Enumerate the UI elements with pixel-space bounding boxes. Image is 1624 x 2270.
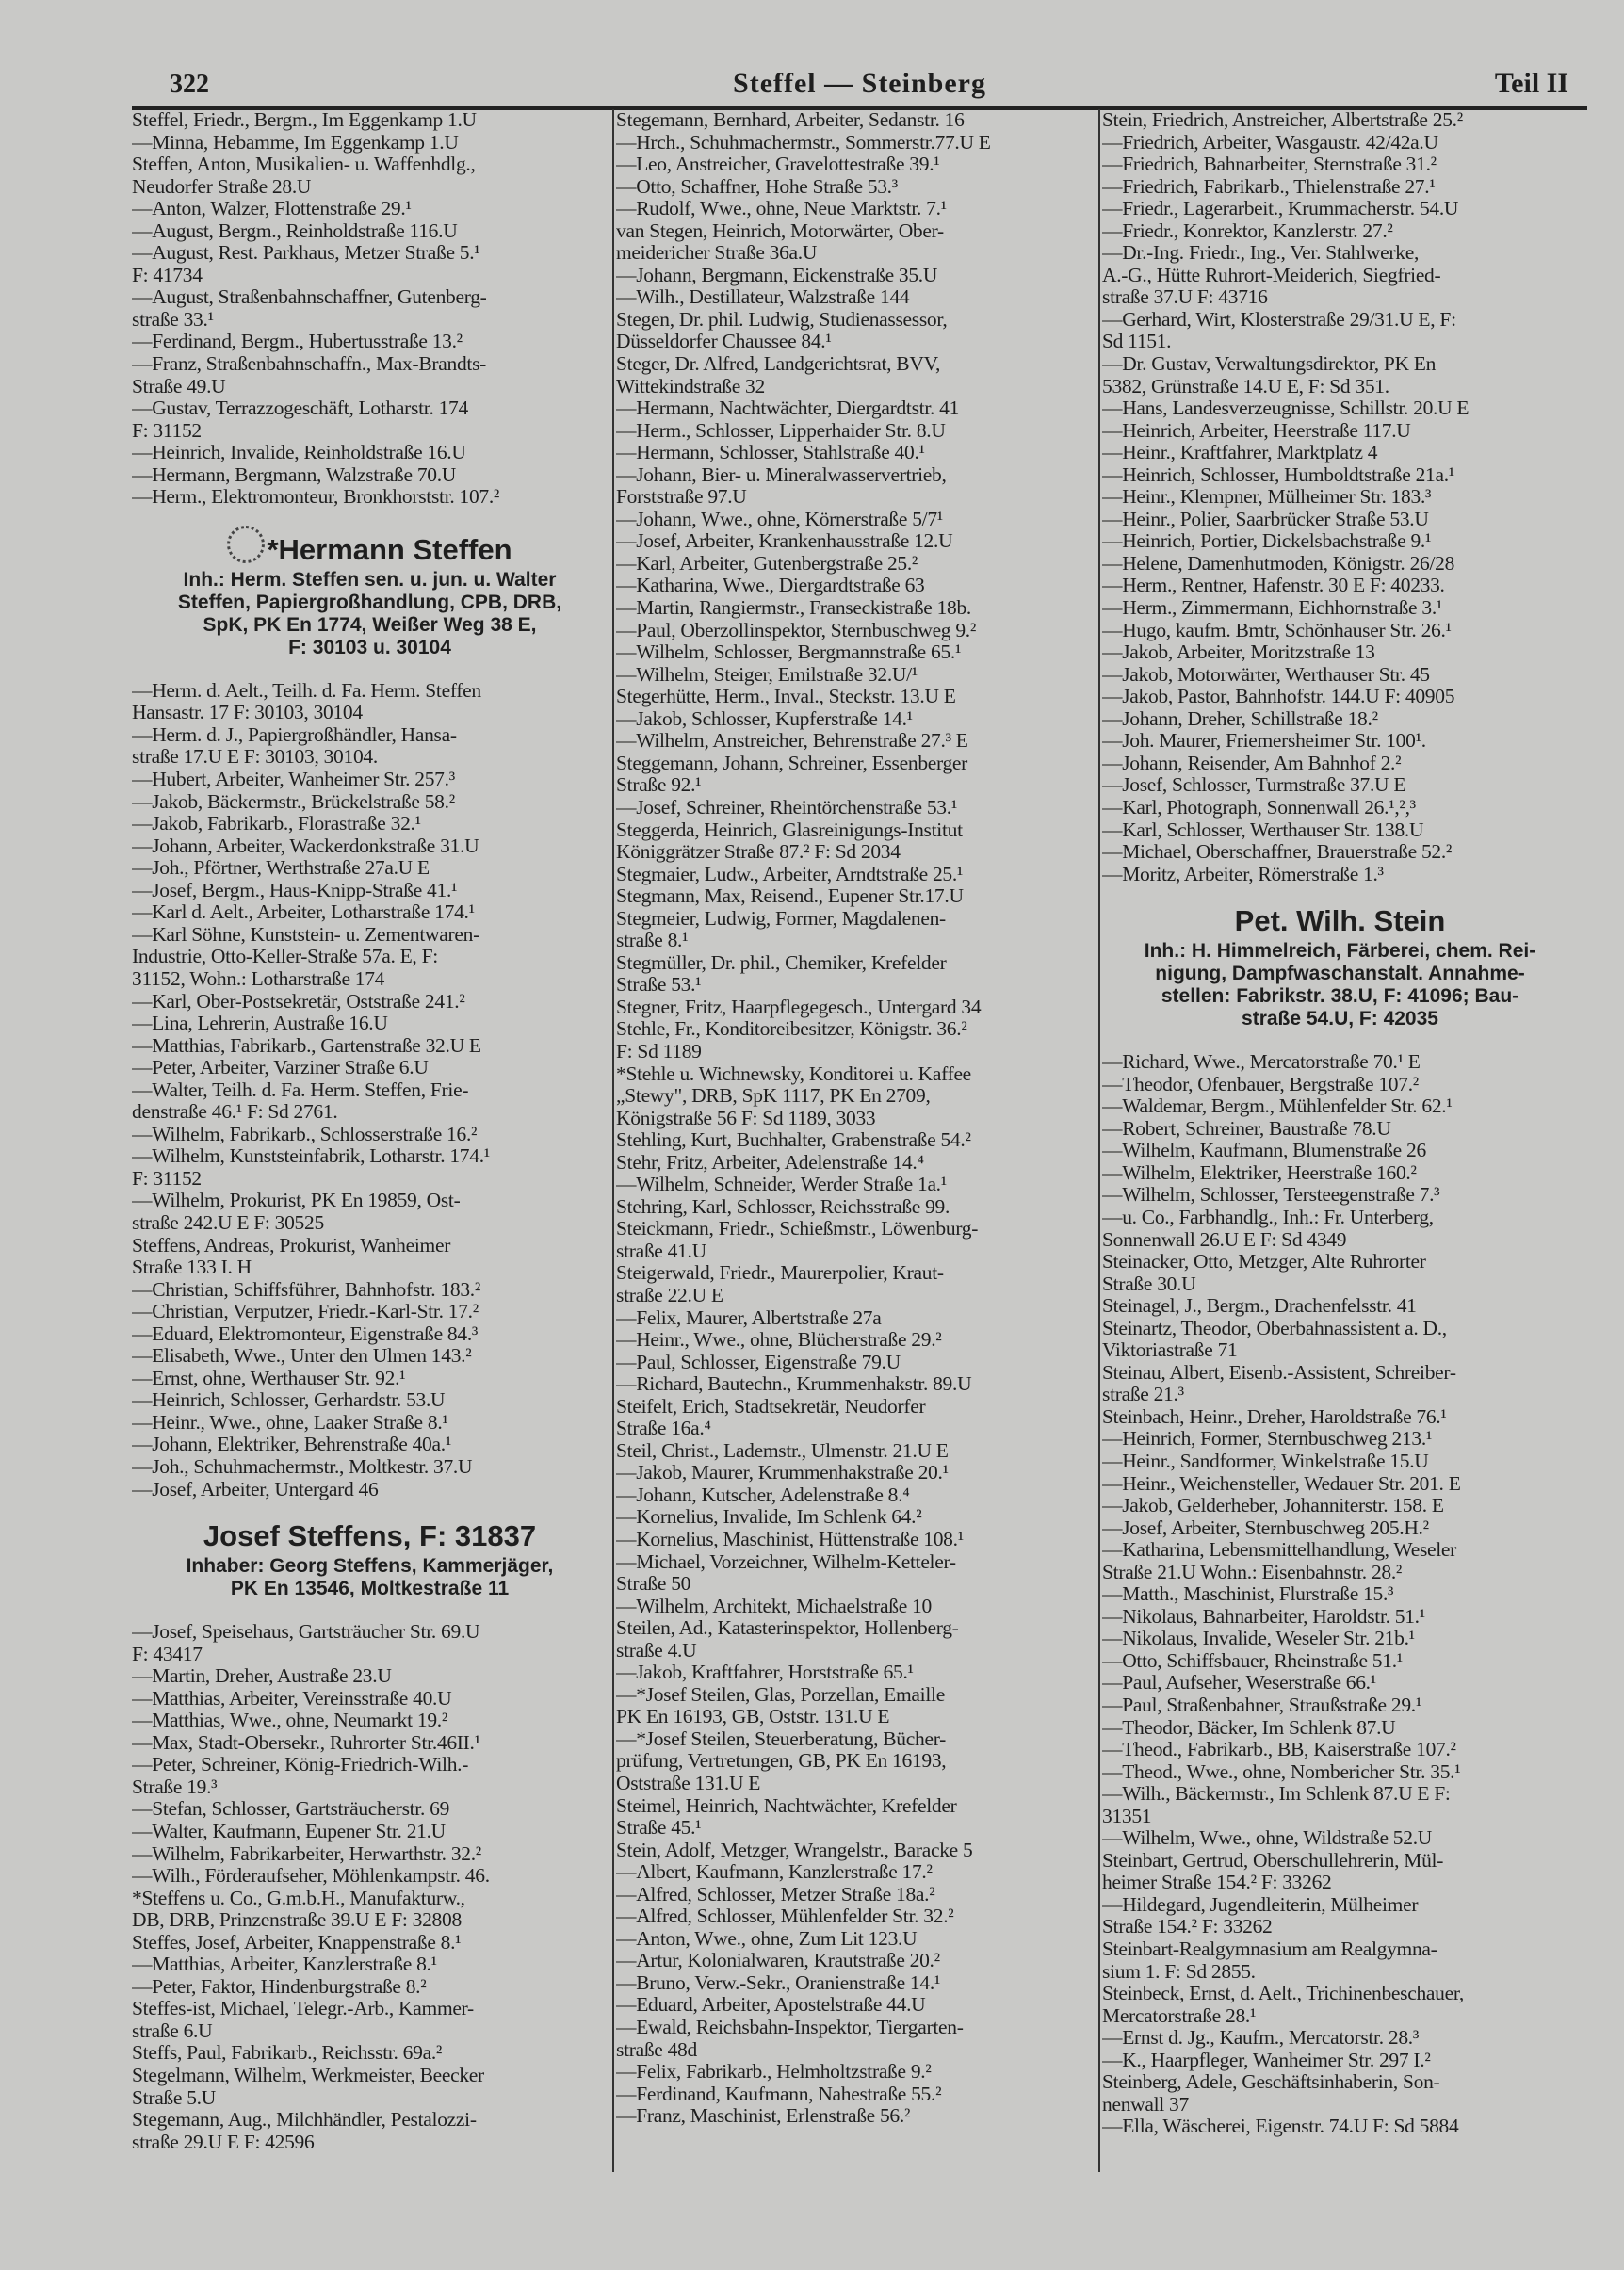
directory-entry-line: Stegmann, Max, Reisend., Eupener Str.17.U bbox=[616, 885, 964, 908]
directory-entry-line: straße 29.U E F: 42596 bbox=[132, 2131, 315, 2153]
directory-entry-line: —Herm., Elektromonteur, Bronkhorststr. 107.² bbox=[132, 486, 500, 509]
directory-entry-line: Viktoriastraße 71 bbox=[1102, 1339, 1238, 1362]
directory-entry-line: —Heinr., Wwe., ohne, Blücherstraße 29.² bbox=[616, 1329, 942, 1352]
directory-entry-line: —Walter, Kaufmann, Eupener Str. 21.U bbox=[132, 1821, 446, 1842]
ad-text-line: SpK, PK En 1774, Weißer Weg 38 E, bbox=[203, 613, 537, 636]
directory-entry-line: —Heinrich, Portier, Dickelsbachstraße 9.¹ bbox=[1102, 530, 1432, 553]
directory-entry-line: —Paul, Schlosser, Eigenstraße 79.U bbox=[616, 1351, 901, 1373]
directory-entry-line: Königstraße 56 F: Sd 1189, 3033 bbox=[616, 1107, 876, 1129]
directory-entry-line: —Heinr., Kraftfahrer, Marktplatz 4 bbox=[1102, 442, 1378, 464]
directory-entry-line: —Anton, Walzer, Flottenstraße 29.¹ bbox=[132, 198, 412, 220]
directory-entry-line: Steger, Dr. Alfred, Landgerichtsrat, BVV, bbox=[616, 353, 941, 376]
directory-entry-line: —u. Co., Farbhandlg., Inh.: Fr. Unterberg, bbox=[1102, 1206, 1434, 1228]
directory-entry-line: —Heinrich, Former, Sternbuschweg 213.¹ bbox=[1102, 1428, 1433, 1451]
directory-entry-line: Stein, Friedrich, Anstreicher, Albertstraße 25.² bbox=[1102, 109, 1463, 131]
directory-entry-line: —Heinr., Klempner, Mülheimer Str. 183.³ bbox=[1102, 486, 1432, 509]
directory-entry-line: —Wilhelm, Schneider, Werder Straße 1a.¹ bbox=[616, 1174, 947, 1196]
directory-entry-line: —Johann, Reisender, Am Bahnhof 2.² bbox=[1102, 752, 1402, 774]
ad-text-line: PK En 13546, Moltkestraße 11 bbox=[230, 1578, 510, 1600]
directory-entry-line: —Hans, Landesverzeugnisse, Schillstr. 20.U E bbox=[1102, 397, 1470, 420]
directory-entry-line: Stehr, Fritz, Arbeiter, Adelenstraße 14.⁴ bbox=[616, 1151, 924, 1174]
directory-entry-line: Steinbach, Heinr., Dreher, Haroldstraße 76.¹ bbox=[1102, 1405, 1447, 1428]
directory-entry-line: Steinbart-Realgymnasium am Realgymna- bbox=[1102, 1938, 1437, 1961]
directory-entry-line: —Ewald, Reichsbahn-Inspektor, Tiergarten- bbox=[616, 2017, 964, 2039]
ad-text-line: stellen: Fabrikstr. 38.U, F: 41096; Bau- bbox=[1161, 985, 1519, 1008]
directory-entry-line: —Herm., Zimmermann, Eichhornstraße 3.¹ bbox=[1102, 597, 1443, 620]
directory-entry-line: —Josef, Arbeiter, Sternbuschweg 205.H.² bbox=[1102, 1516, 1429, 1539]
wreath-emblem-icon bbox=[227, 526, 265, 563]
directory-entry-line: —August, Bergm., Reinholdstraße 116.U bbox=[132, 219, 458, 242]
directory-entry-line: —Alfred, Schlosser, Mühlenfelder Str. 32.² bbox=[616, 1905, 954, 1928]
directory-entry-line: —Jakob, Maurer, Krummenhakstraße 20.¹ bbox=[616, 1462, 949, 1484]
directory-entry-line: —Heinr., Weichensteller, Wedauer Str. 201. E bbox=[1102, 1472, 1461, 1495]
directory-entry-line: —Michael, Oberschaffner, Brauerstraße 52.² bbox=[1102, 841, 1453, 864]
directory-entry-line: Straße 92.¹ bbox=[616, 774, 702, 797]
directory-entry-line: —Hrch., Schuhmachermstr., Sommerstr.77.U E bbox=[616, 131, 991, 154]
directory-entry-line: —Matthias, Arbeiter, Vereinsstraße 40.U bbox=[132, 1687, 452, 1710]
directory-entry-line: —Heinr., Polier, Saarbrücker Straße 53.U bbox=[1102, 508, 1429, 530]
directory-entry-line: A.-G., Hütte Ruhrort-Meiderich, Siegfried- bbox=[1102, 264, 1441, 286]
directory-entry-line: —Jakob, Motorwärter, Werthauser Str. 45 bbox=[1102, 663, 1430, 686]
column-1 bbox=[132, 109, 608, 2153]
directory-entry-line: Stegen, Dr. phil. Ludwig, Studienassessor, bbox=[616, 308, 948, 331]
directory-entry-line: —Wilhelm, Anstreicher, Behrenstraße 27.³ E bbox=[616, 730, 968, 753]
directory-entry-line: —Josef, Speisehaus, Gartsträucher Str. 69.U bbox=[132, 1621, 480, 1644]
column-divider bbox=[612, 109, 614, 2172]
directory-entry-line: —Hermann, Nachtwächter, Diergardtstr. 41 bbox=[616, 397, 960, 420]
directory-entry-line: —Wilhelm, Steiger, Emilstraße 32.U/¹ bbox=[616, 663, 918, 686]
directory-entry-line: straße 17.U E F: 30103, 30104. bbox=[132, 746, 378, 769]
directory-entry-line: —Artur, Kolonialwaren, Krautstraße 20.² bbox=[616, 1950, 940, 1972]
directory-entry-line: Straße 30.U bbox=[1102, 1273, 1196, 1295]
directory-entry-line: Steffens, Andreas, Prokurist, Wanheimer bbox=[132, 1234, 451, 1257]
directory-entry-line: Straße 5.U bbox=[132, 2086, 216, 2109]
directory-entry-line: Königgrätzer Straße 87.² F: Sd 2034 bbox=[616, 841, 901, 864]
directory-entry-line: —Moritz, Arbeiter, Römerstraße 1.³ bbox=[1102, 863, 1384, 885]
directory-entry-line: —Kornelius, Maschinist, Hüttenstraße 108.¹ bbox=[616, 1529, 964, 1550]
business-advertisement bbox=[1102, 902, 1578, 1030]
business-advertisement bbox=[132, 526, 608, 659]
directory-entry-line: —Jakob, Gelderheber, Johanniterstr. 158. E bbox=[1102, 1495, 1444, 1517]
directory-entry-line: —Felix, Maurer, Albertstraße 27a bbox=[616, 1306, 882, 1329]
ad-title: *Hermann Steffen bbox=[267, 532, 512, 566]
directory-entry-line: straße 48d bbox=[616, 2038, 697, 2061]
directory-entry-line: —Heinr., Wwe., ohne, Laaker Straße 8.¹ bbox=[132, 1411, 448, 1434]
directory-entry-line: —Wilhelm, Prokurist, PK En 19859, Ost- bbox=[132, 1190, 461, 1212]
directory-entry-line: Oststraße 131.U E bbox=[616, 1773, 761, 1795]
directory-entry-line: —K., Haarpfleger, Wanheimer Str. 297 I.² bbox=[1102, 2049, 1431, 2071]
directory-entry-line: —*Josef Steilen, Glas, Porzellan, Emaille bbox=[616, 1683, 945, 1706]
directory-entry-line: Straße 21.U Wohn.: Eisenbahnstr. 28.² bbox=[1102, 1561, 1403, 1583]
directory-entry-line: —Theod., Wwe., ohne, Nombericher Str. 35.¹ bbox=[1102, 1760, 1461, 1783]
directory-entry-line: straße 8.¹ bbox=[616, 930, 689, 952]
directory-entry-line: F: 41734 bbox=[132, 264, 203, 286]
directory-entry-line: —Dr. Gustav, Verwaltungsdirektor, PK En bbox=[1102, 353, 1437, 376]
directory-entry-line: —Elisabeth, Wwe., Unter den Ulmen 143.² bbox=[132, 1345, 472, 1368]
directory-entry-line: —Josef, Bergm., Haus-Knipp-Straße 41.¹ bbox=[132, 879, 458, 901]
directory-entry-line: —Robert, Schreiner, Baustraße 78.U bbox=[1102, 1117, 1391, 1140]
directory-entry-line: Hansastr. 17 F: 30103, 30104 bbox=[132, 702, 363, 724]
directory-entry-line: F: Sd 1189 bbox=[616, 1040, 702, 1062]
part-label: Teil II bbox=[1494, 68, 1568, 99]
directory-entry-line: —August, Straßenbahnschaffner, Gutenberg- bbox=[132, 286, 487, 309]
directory-entry-line: Steggemann, Johann, Schreiner, Essenberger bbox=[616, 752, 968, 774]
directory-entry-line: PK En 16193, GB, Oststr. 131.U E bbox=[616, 1706, 890, 1728]
directory-entry-line: —Waldemar, Bergm., Mühlenfelder Str. 62.¹ bbox=[1102, 1095, 1453, 1118]
directory-entry-line: —Nikolaus, Bahnarbeiter, Haroldstr. 51.¹ bbox=[1102, 1605, 1425, 1628]
directory-entry-line: —Wilhelm, Wwe., ohne, Wildstraße 52.U bbox=[1102, 1827, 1433, 1850]
directory-entry-line: 31152, Wohn.: Lotharstraße 174 bbox=[132, 967, 385, 990]
directory-entry-line: —Wilhelm, Kunststeinfabrik, Lotharstr. 174.¹ bbox=[132, 1145, 490, 1168]
directory-entry-line: straße 33.¹ bbox=[132, 308, 214, 331]
directory-entry-line: —Karl d. Aelt., Arbeiter, Lotharstraße 174.¹ bbox=[132, 901, 475, 924]
directory-entry-line: F: 31152 bbox=[132, 419, 202, 442]
directory-entry-line: Steinagel, J., Bergm., Drachenfelsstr. 41 bbox=[1102, 1295, 1417, 1318]
directory-entry-line: Stegmüller, Dr. phil., Chemiker, Krefelder bbox=[616, 951, 947, 974]
directory-entry-line: Steinartz, Theodor, Oberbahnassistent a. D., bbox=[1102, 1317, 1447, 1339]
directory-entry-line: —Richard, Wwe., Mercatorstraße 70.¹ E bbox=[1102, 1051, 1421, 1074]
directory-entry-line: —Josef, Schlosser, Turmstraße 37.U E bbox=[1102, 774, 1406, 797]
directory-entry-line: —Wilhelm, Architekt, Michaelstraße 10 bbox=[616, 1595, 932, 1617]
directory-entry-line: —Theodor, Bäcker, Im Schlenk 87.U bbox=[1102, 1716, 1396, 1739]
directory-entry-line: Steinacker, Otto, Metzger, Alte Ruhrorter bbox=[1102, 1251, 1426, 1273]
directory-entry-line: Stegemann, Bernhard, Arbeiter, Sedanstr. 16 bbox=[616, 109, 965, 131]
directory-entry-line: straße 6.U bbox=[132, 2019, 213, 2042]
directory-entry-line: —Josef, Schreiner, Rheintörchenstraße 53.¹ bbox=[616, 796, 957, 819]
ad-text-line: Steffen, Papiergroßhandlung, CPB, DRB, bbox=[177, 591, 562, 613]
column-2 bbox=[616, 109, 1092, 2128]
directory-entry-line: —Johann, Elektriker, Behrenstraße 40a.¹ bbox=[132, 1434, 451, 1456]
directory-entry-line: Forststraße 97.U bbox=[616, 486, 747, 509]
directory-entry-line: —Matthias, Fabrikarb., Gartenstraße 32.U E bbox=[132, 1034, 481, 1057]
directory-entry-line: —Herm., Schlosser, Lipperhaider Str. 8.U bbox=[616, 419, 946, 442]
directory-entry-line: Sd 1151. bbox=[1102, 331, 1172, 353]
directory-entry-line: Straße 50 bbox=[616, 1573, 691, 1596]
directory-entry-line: straße 4.U bbox=[616, 1639, 697, 1662]
directory-entry-line: —Franz, Maschinist, Erlenstraße 56.² bbox=[616, 2105, 911, 2128]
directory-entry-line: —Wilhelm, Elektriker, Heerstraße 160.² bbox=[1102, 1161, 1417, 1184]
directory-entry-line: —Wilhelm, Schlosser, Bergmannstraße 65.¹ bbox=[616, 641, 962, 664]
directory-entry-line: —*Josef Steilen, Steuerberatung, Bücher- bbox=[616, 1727, 946, 1750]
directory-entry-line: denstraße 46.¹ F: Sd 2761. bbox=[132, 1101, 338, 1124]
directory-entry-line: Steffes-ist, Michael, Telegr.-Arb., Kammer- bbox=[132, 1998, 474, 2020]
directory-entry-line: —Leo, Anstreicher, Gravelottestraße 39.¹ bbox=[616, 154, 940, 176]
directory-entry-line: —Karl Söhne, Kunststein- u. Zementwaren- bbox=[132, 923, 479, 946]
directory-entry-line: —Hugo, kaufm. Bmtr, Schönhauser Str. 26.¹ bbox=[1102, 619, 1452, 641]
directory-entry-line: —Joh., Schuhmachermstr., Moltkestr. 37.U bbox=[132, 1455, 473, 1478]
directory-entry-line: —Friedr., Konrektor, Kanzlerstr. 27.² bbox=[1102, 219, 1393, 242]
directory-entry-line: —Hermann, Bergmann, Walzstraße 70.U bbox=[132, 463, 457, 486]
directory-entry-line: —Friedr., Lagerarbeit., Krummacherstr. 54.U bbox=[1102, 198, 1459, 220]
directory-entry-line: —Josef, Arbeiter, Krankenhausstraße 12.U bbox=[616, 530, 953, 553]
directory-entry-line: nenwall 37 bbox=[1102, 2093, 1189, 2116]
directory-entry-line: —Friedrich, Bahnarbeiter, Sternstraße 31.² bbox=[1102, 154, 1437, 176]
directory-entry-line: —Wilhelm, Fabrikarb., Schlosserstraße 16.² bbox=[132, 1123, 478, 1145]
directory-entry-line: —Friedrich, Arbeiter, Wasgaustr. 42/42a.U bbox=[1102, 131, 1438, 154]
ad-text-line: straße 54.U, F: 42035 bbox=[1242, 1008, 1438, 1030]
ad-title-row bbox=[132, 1517, 608, 1555]
directory-entry-line: —Franz, Straßenbahnschaffn., Max-Brandts- bbox=[132, 353, 486, 376]
directory-entry-line: —Hermann, Schlosser, Stahlstraße 40.¹ bbox=[616, 442, 925, 464]
directory-entry-line: straße 37.U F: 43716 bbox=[1102, 286, 1268, 309]
directory-entry-line: —Karl, Ober-Postsekretär, Oststraße 241.² bbox=[132, 990, 465, 1013]
directory-entry-line: —Heinr., Sandformer, Winkelstraße 15.U bbox=[1102, 1450, 1429, 1472]
directory-entry-line: —Ferdinand, Kaufmann, Nahestraße 55.² bbox=[616, 2083, 942, 2105]
directory-entry-line: prüfung, Vertretungen, GB, PK En 16193, bbox=[616, 1750, 947, 1773]
directory-entry-line: —Wilh., Förderaufseher, Möhlenkampstr. 46. bbox=[132, 1865, 490, 1888]
directory-entry-line: Stehring, Karl, Schlosser, Reichsstraße 99. bbox=[616, 1195, 950, 1218]
directory-entry-line: —Alfred, Schlosser, Metzer Straße 18a.² bbox=[616, 1883, 935, 1905]
directory-entry-line: 5382, Grünstraße 14.U E, F: Sd 351. bbox=[1102, 375, 1389, 397]
directory-entry-line: —Martin, Rangiermstr., Franseckistraße 18b. bbox=[616, 597, 972, 620]
directory-entry-line: —Helene, Damenhutmoden, Königstr. 26/28 bbox=[1102, 552, 1455, 575]
directory-entry-line: —Ernst, ohne, Werthauser Str. 92.¹ bbox=[132, 1367, 406, 1389]
directory-entry-line: Straße 49.U bbox=[132, 375, 226, 397]
directory-entry-line: —Karl, Schlosser, Werthauser Str. 138.U bbox=[1102, 819, 1424, 841]
directory-entry-line: Stehle, Fr., Konditoreibesitzer, Königstr. 36.² bbox=[616, 1018, 967, 1041]
directory-entry-line: straße 242.U E F: 30525 bbox=[132, 1211, 324, 1234]
directory-entry-line: —Johann, Bergmann, Eickenstraße 35.U bbox=[616, 264, 938, 286]
directory-entry-line: —Anton, Wwe., ohne, Zum Lit 123.U bbox=[616, 1927, 918, 1950]
ad-text-line: nigung, Dampfwaschanstalt. Annahme- bbox=[1155, 963, 1525, 985]
directory-entry-line: DB, DRB, Prinzenstraße 39.U E F: 32808 bbox=[132, 1909, 462, 1932]
directory-entry-line: —Wilhelm, Fabrikarbeiter, Herwarthstr. 32.² bbox=[132, 1842, 481, 1865]
directory-entry-line: Steffel, Friedr., Bergm., Im Eggenkamp 1.U bbox=[132, 109, 477, 131]
ad-text-line: Inhaber: Georg Steffens, Kammerjäger, bbox=[186, 1555, 554, 1578]
directory-entry-line: Steinbart, Gertrud, Oberschullehrerin, Mül- bbox=[1102, 1849, 1444, 1872]
directory-entry-line: —Paul, Oberzollinspektor, Sternbuschweg 9.² bbox=[616, 619, 977, 641]
directory-entry-line: straße 22.U E bbox=[616, 1284, 723, 1306]
directory-entry-line: —Theodor, Ofenbauer, Bergstraße 107.² bbox=[1102, 1073, 1419, 1095]
directory-entry-line: —Heinrich, Arbeiter, Heerstraße 117.U bbox=[1102, 419, 1411, 442]
directory-entry-line: *Stehle u. Wichnewsky, Konditorei u. Kaffee bbox=[616, 1062, 971, 1085]
directory-entry-line: Stegmaier, Ludw., Arbeiter, Arndtstraße 25.¹ bbox=[616, 863, 964, 885]
directory-entry-line: Steffen, Anton, Musikalien- u. Waffenhdlg., bbox=[132, 154, 476, 176]
directory-entry-line: —Rudolf, Wwe., ohne, Neue Marktstr. 7.¹ bbox=[616, 198, 947, 220]
directory-entry-line: —Nikolaus, Invalide, Weseler Str. 21b.¹ bbox=[1102, 1628, 1415, 1650]
directory-entry-line: —Ella, Wäscherei, Eigenstr. 74.U F: Sd 5884 bbox=[1102, 2116, 1459, 2138]
directory-entry-line: —Felix, Fabrikarb., Helmholtzstraße 9.² bbox=[616, 2061, 932, 2084]
directory-entry-line: —Herm. d. J., Papiergroßhändler, Hansa- bbox=[132, 723, 457, 746]
directory-entry-line: —Matthias, Arbeiter, Kanzlerstraße 8.¹ bbox=[132, 1954, 437, 1976]
directory-entry-line: —Bruno, Verw.-Sekr., Oranienstraße 14.¹ bbox=[616, 1971, 941, 1994]
directory-entry-line: sium 1. F: Sd 2855. bbox=[1102, 1960, 1256, 1983]
page-number: 322 bbox=[170, 70, 209, 99]
directory-entry-line: Düsseldorfer Chaussee 84.¹ bbox=[616, 331, 832, 353]
directory-entry-line: —Katharina, Lebensmittelhandlung, Weseler bbox=[1102, 1539, 1457, 1562]
directory-entry-line: —Paul, Aufseher, Weserstraße 66.¹ bbox=[1102, 1672, 1376, 1694]
directory-entry-line: —Wilh., Bäckermstr., Im Schlenk 87.U E F: bbox=[1102, 1783, 1451, 1806]
running-title: Steffel — Steinberg bbox=[733, 68, 986, 99]
directory-entry-line: —Jakob, Kraftfahrer, Horststraße 65.¹ bbox=[616, 1662, 914, 1684]
directory-entry-line: —Joh., Pförtner, Werthstraße 27a.U E bbox=[132, 857, 430, 880]
directory-entry-line: straße 21.³ bbox=[1102, 1384, 1184, 1406]
directory-entry-line: Wittekindstraße 32 bbox=[616, 375, 765, 397]
directory-entry-line: Steinbeck, Ernst, d. Aelt., Trichinenbeschauer, bbox=[1102, 1983, 1464, 2005]
directory-entry-line: —Theod., Fabrikarb., BB, Kaiserstraße 107.² bbox=[1102, 1739, 1456, 1761]
directory-entry-line: Stegemann, Aug., Milchhändler, Pestalozzi- bbox=[132, 2109, 477, 2132]
directory-entry-line: —Otto, Schaffner, Hohe Straße 53.³ bbox=[616, 175, 898, 198]
directory-entry-line: Steggerda, Heinrich, Glasreinigungs-Institut bbox=[616, 819, 963, 841]
directory-entry-line: Straße 53.¹ bbox=[616, 974, 702, 997]
directory-entry-line: —Wilhelm, Schlosser, Tersteegenstraße 7.³ bbox=[1102, 1184, 1440, 1207]
directory-entry-line: —Katharina, Wwe., Diergardtstraße 63 bbox=[616, 575, 925, 597]
ad-text-line: Inh.: H. Himmelreich, Färberei, chem. Rei- bbox=[1144, 940, 1536, 963]
directory-entry-line: —Christian, Schiffsführer, Bahnhofstr. 183.² bbox=[132, 1278, 480, 1301]
directory-entry-line: —Hubert, Arbeiter, Wanheimer Str. 257.³ bbox=[132, 769, 455, 791]
directory-entry-line: —Peter, Faktor, Hindenburgstraße 8.² bbox=[132, 1975, 427, 1998]
directory-entry-line: Steinau, Albert, Eisenb.-Assistent, Schreiber- bbox=[1102, 1361, 1456, 1384]
directory-entry-line: heimer Straße 154.² F: 33262 bbox=[1102, 1872, 1332, 1894]
directory-entry-line: Steickmann, Friedr., Schießmstr., Löwenburg- bbox=[616, 1218, 979, 1240]
directory-entry-line: —Herm., Rentner, Hafenstr. 30 E F: 40233. bbox=[1102, 575, 1445, 597]
directory-entry-line: —Hildegard, Jugendleiterin, Mülheimer bbox=[1102, 1893, 1419, 1916]
ad-text-line: F: 30103 u. 30104 bbox=[288, 636, 451, 658]
directory-entry-line: Steinberg, Adele, Geschäftsinhaberin, Son- bbox=[1102, 2071, 1440, 2094]
directory-entry-line: F: 31152 bbox=[132, 1167, 202, 1190]
directory-entry-line: Industrie, Otto-Keller-Straße 57a. E, F: bbox=[132, 946, 438, 968]
directory-entry-line: —Ernst d. Jg., Kaufm., Mercatorstr. 28.³ bbox=[1102, 2027, 1420, 2050]
directory-entry-line: Straße 154.² F: 33262 bbox=[1102, 1916, 1273, 1938]
directory-entry-line: —Herm. d. Aelt., Teilh. d. Fa. Herm. Steffen bbox=[132, 679, 481, 702]
directory-entry-line: van Stegen, Heinrich, Motorwärter, Ober- bbox=[616, 219, 944, 242]
directory-entry-line: Stegmeier, Ludwig, Former, Magdalenen- bbox=[616, 907, 946, 930]
directory-entry-line: —Otto, Schiffsbauer, Rheinstraße 51.¹ bbox=[1102, 1649, 1403, 1672]
directory-entry-line: —Matth., Maschinist, Flurstraße 15.³ bbox=[1102, 1583, 1394, 1606]
directory-entry-line: —Karl, Arbeiter, Gutenbergstraße 25.² bbox=[616, 552, 918, 575]
directory-entry-line: —Eduard, Elektromonteur, Eigenstraße 84.³ bbox=[132, 1322, 479, 1345]
directory-entry-line: Stein, Adolf, Metzger, Wrangelstr., Baracke 5 bbox=[616, 1839, 973, 1861]
directory-entry-line: —Ferdinand, Bergm., Hubertusstraße 13.² bbox=[132, 331, 463, 353]
directory-entry-line: Steigerwald, Friedr., Maurerpolier, Kraut- bbox=[616, 1262, 944, 1285]
directory-entry-line: Straße 19.³ bbox=[132, 1775, 218, 1798]
directory-entry-line: —Stefan, Schlosser, Gartsträucherstr. 69 bbox=[132, 1798, 450, 1821]
directory-entry-line: —Joh. Maurer, Friemersheimer Str. 100¹. bbox=[1102, 730, 1426, 753]
directory-entry-line: F: 43417 bbox=[132, 1643, 203, 1665]
directory-entry-line: —Josef, Arbeiter, Untergard 46 bbox=[132, 1478, 379, 1500]
directory-entry-line: —August, Rest. Parkhaus, Metzer Straße 5.¹ bbox=[132, 242, 480, 265]
directory-entry-line: —Jakob, Arbeiter, Moritzstraße 13 bbox=[1102, 641, 1375, 664]
directory-entry-line: —Peter, Schreiner, König-Friedrich-Wilh.- bbox=[132, 1754, 469, 1776]
directory-entry-line: Steilen, Ad., Katasterinspektor, Hollenberg- bbox=[616, 1617, 959, 1640]
directory-entry-line: straße 41.U bbox=[616, 1240, 706, 1262]
directory-entry-line: —Walter, Teilh. d. Fa. Herm. Steffen, Frie- bbox=[132, 1078, 469, 1101]
ad-title: Pet. Wilh. Stein bbox=[1234, 904, 1446, 938]
directory-entry-line: —Johann, Kutscher, Adelenstraße 8.⁴ bbox=[616, 1484, 910, 1506]
directory-entry-line: —Eduard, Arbeiter, Apostelstraße 44.U bbox=[616, 1994, 926, 2017]
column-3 bbox=[1102, 109, 1578, 2138]
directory-entry-line: 31351 bbox=[1102, 1805, 1152, 1827]
ad-title-row bbox=[132, 526, 608, 569]
directory-entry-line: Steifelt, Erich, Stadtsekretär, Neudorfer bbox=[616, 1395, 926, 1418]
directory-entry-line: —Heinrich, Schlosser, Gerhardstr. 53.U bbox=[132, 1389, 446, 1412]
directory-entry-line: —Gerhard, Wirt, Klosterstraße 29/31.U E, F: bbox=[1102, 308, 1456, 331]
directory-entry-line: Sonnenwall 26.U E F: Sd 4349 bbox=[1102, 1228, 1347, 1251]
ad-title: Josef Steffens, F: 31837 bbox=[203, 1519, 537, 1553]
column-divider bbox=[1098, 109, 1100, 2172]
directory-entry-line: —Kornelius, Invalide, Im Schlenk 64.² bbox=[616, 1506, 922, 1529]
directory-entry-line: —Max, Stadt-Obersekr., Ruhrorter Str.46II.¹ bbox=[132, 1731, 480, 1754]
directory-entry-line: Straße 133 I. H bbox=[132, 1257, 252, 1279]
directory-entry-line: Mercatorstraße 28.¹ bbox=[1102, 2004, 1257, 2027]
directory-entry-line: —Martin, Dreher, Austraße 23.U bbox=[132, 1665, 392, 1688]
directory-entry-line: —Johann, Bier- u. Mineralwasservertrieb, bbox=[616, 463, 947, 486]
directory-entry-line: Stegelmann, Wilhelm, Werkmeister, Beecker bbox=[132, 2065, 484, 2087]
directory-entry-line: —Johann, Wwe., ohne, Körnerstraße 5/7¹ bbox=[616, 508, 943, 530]
directory-entry-line: —Friedrich, Fabrikarb., Thielenstraße 27.¹ bbox=[1102, 175, 1436, 198]
directory-entry-line: Neudorfer Straße 28.U bbox=[132, 175, 312, 198]
directory-entry-line: Straße 16a.⁴ bbox=[616, 1418, 711, 1440]
directory-entry-line: —Paul, Straßenbahner, Straußstraße 29.¹ bbox=[1102, 1694, 1421, 1716]
directory-entry-line: —Matthias, Wwe., ohne, Neumarkt 19.² bbox=[132, 1710, 447, 1732]
directory-entry-line: —Heinrich, Invalide, Reinholdstraße 16.U bbox=[132, 442, 466, 464]
directory-entry-line: —Minna, Hebamme, Im Eggenkamp 1.U bbox=[132, 131, 459, 154]
directory-entry-line: —Wilh., Destillateur, Walzstraße 144 bbox=[616, 286, 910, 309]
directory-entry-line: Straße 45.¹ bbox=[616, 1817, 702, 1840]
directory-entry-line: meidericher Straße 36a.U bbox=[616, 242, 818, 265]
directory-entry-line: —Christian, Verputzer, Friedr.-Karl-Str. 17.² bbox=[132, 1301, 479, 1323]
directory-entry-line: —Albert, Kaufmann, Kanzlerstraße 17.² bbox=[616, 1861, 933, 1884]
directory-entry-line: —Johann, Dreher, Schillstraße 18.² bbox=[1102, 707, 1378, 730]
directory-entry-line: —Dr.-Ing. Friedr., Ing., Ver. Stahlwerke, bbox=[1102, 242, 1420, 265]
directory-entry-line: Steffs, Paul, Fabrikarb., Reichsstr. 69a.² bbox=[132, 2042, 443, 2065]
directory-entry-line: —Michael, Vorzeichner, Wilhelm-Ketteler- bbox=[616, 1550, 956, 1573]
directory-entry-line: —Richard, Bautechn., Krummenhakstr. 89.U bbox=[616, 1373, 972, 1396]
directory-entry-line: —Jakob, Bäckermstr., Brückelstraße 58.² bbox=[132, 790, 455, 813]
directory-entry-line: Steffes, Josef, Arbeiter, Knappenstraße 8.¹ bbox=[132, 1931, 462, 1954]
directory-entry-line: —Karl, Photograph, Sonnenwall 26.¹,²,³ bbox=[1102, 796, 1416, 819]
directory-entry-line: —Peter, Arbeiter, Varziner Straße 6.U bbox=[132, 1057, 429, 1079]
ad-text-line: Inh.: Herm. Steffen sen. u. jun. u. Walter bbox=[183, 568, 557, 591]
directory-entry-line: Stegerhütte, Herm., Inval., Steckstr. 13.U E bbox=[616, 686, 956, 708]
directory-entry-line: Steimel, Heinrich, Nachtwächter, Krefelder bbox=[616, 1794, 957, 1817]
directory-entry-line: Steil, Christ., Lademstr., Ulmenstr. 21.U E bbox=[616, 1439, 949, 1462]
directory-entry-line: „Stewy", DRB, SpK 1117, PK En 2709, bbox=[616, 1085, 931, 1108]
directory-entry-line: —Johann, Arbeiter, Wackerdonkstraße 31.U bbox=[132, 835, 479, 857]
ad-title-row bbox=[1102, 902, 1578, 940]
directory-entry-line: —Gustav, Terrazzogeschäft, Lotharstr. 174 bbox=[132, 397, 468, 420]
directory-entry-line: —Jakob, Fabrikarb., Florastraße 32.¹ bbox=[132, 813, 421, 835]
directory-entry-line: *Steffens u. Co., G.m.b.H., Manufakturw., bbox=[132, 1887, 465, 1909]
directory-entry-line: —Lina, Lehrerin, Austraße 16.U bbox=[132, 1013, 388, 1035]
directory-entry-line: Stehling, Kurt, Buchhalter, Grabenstraße 54.² bbox=[616, 1129, 971, 1152]
directory-entry-line: —Jakob, Schlosser, Kupferstraße 14.¹ bbox=[616, 707, 913, 730]
page-header bbox=[132, 66, 1587, 107]
directory-entry-line: —Jakob, Pastor, Bahnhofstr. 144.U F: 40905 bbox=[1102, 686, 1455, 708]
directory-entry-line: —Wilhelm, Kaufmann, Blumenstraße 26 bbox=[1102, 1140, 1426, 1162]
business-advertisement bbox=[132, 1517, 608, 1600]
directory-entry-line: Stegner, Fritz, Haarpflegegesch., Untergard 34 bbox=[616, 996, 982, 1018]
directory-entry-line: —Heinrich, Schlosser, Humboldtstraße 21a.¹ bbox=[1102, 463, 1454, 486]
